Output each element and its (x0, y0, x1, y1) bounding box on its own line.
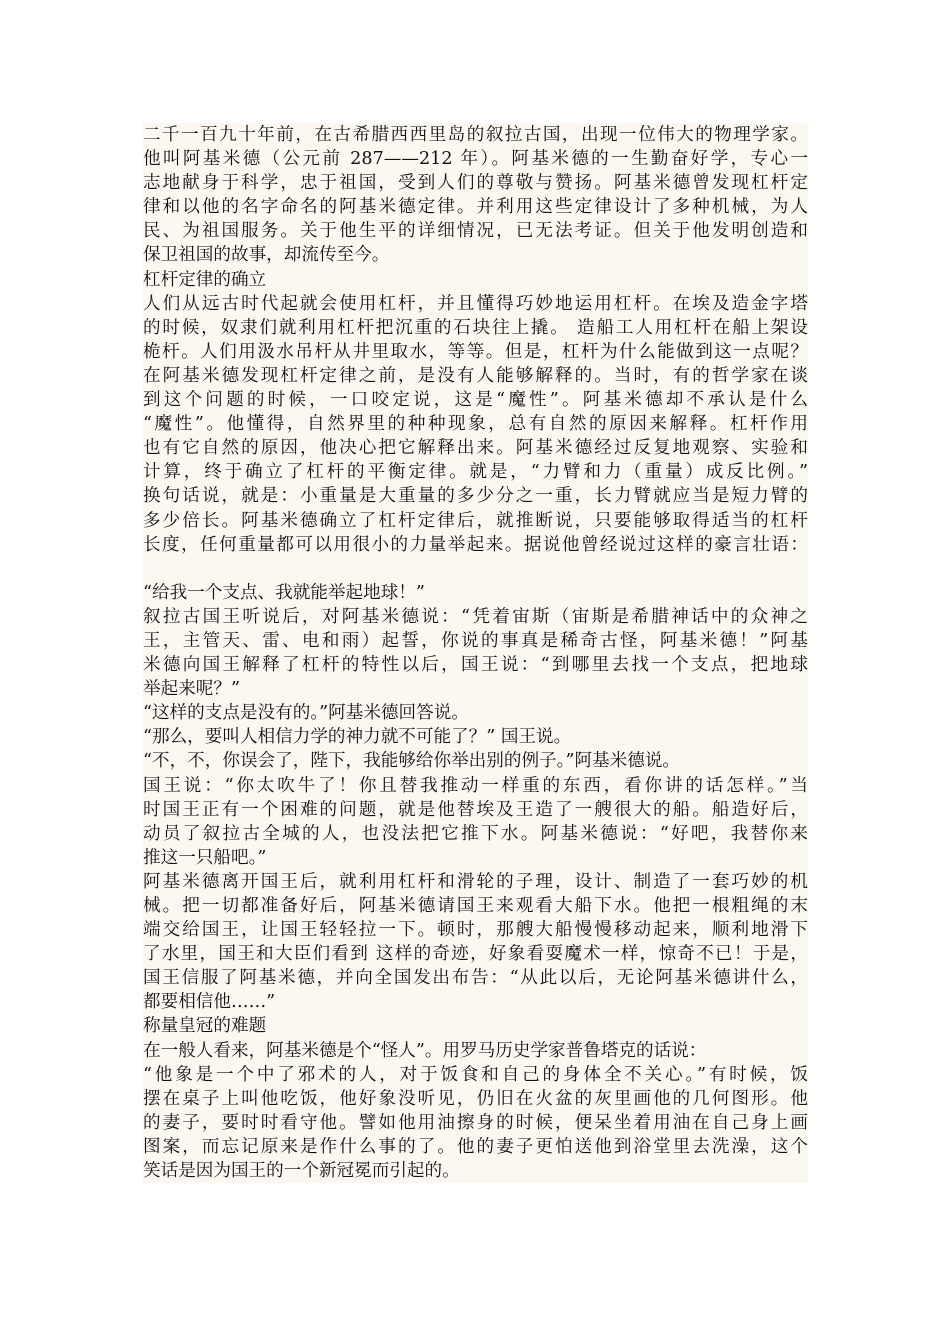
text-line: 也有它自然的原因，他决心把它解释出来。阿基米德经过反复地观察、实验和 (143, 438, 808, 459)
text-line: 的妻子，要时时看守他。譬如他用油擦身的时候，便呆坐着用油在自己身上画 (143, 1112, 808, 1133)
text-line: 计算，终于确立了杠杆的平衡定律。就是，“力臂和力（重量）成反比例。” (143, 462, 808, 483)
text-line: 民、为祖国服务。关于他生平的详细情况，已无法考证。但关于他发明创造和 (143, 221, 808, 242)
text-line: 动员了叙拉古全城的人，也没法把它推下水。阿基米德说：“好吧，我替你来 (143, 823, 808, 844)
text-line: 图案，而忘记原来是作什么事的了。他的妻子更怕送他到浴堂里去洗澡，这个 (143, 1136, 808, 1157)
text-line: 二千一百九十年前，在古希腊西西里岛的叙拉古国，出现一位伟大的物理学家。 (143, 125, 808, 145)
text-line: “魔性”。他懂得，自然界里的种种现象，总有自然的原因来解释。杠杆作用 (143, 414, 808, 435)
text-line: 米德向国王解释了杠杆的特性以后，国王说：“到哪里去找一个支点，把地球 (143, 655, 808, 676)
document-body (143, 123, 808, 1183)
text-line: 举起来呢？” (143, 679, 240, 700)
text-line: “那么，要叫人相信力学的神力就不可能了？” 国王说。 (143, 727, 572, 748)
text-line: 保卫祖国的故事，却流传至今。 (143, 245, 390, 266)
text-line: 称量皇冠的难题 (143, 1016, 267, 1037)
text-line: 摆在桌子上叫他吃饭，他好象没听见，仍旧在火盆的灰里画他的几何图形。他 (143, 1088, 808, 1109)
text-line: 笑话是因为国王的一个新冠冕而引起的。 (143, 1161, 460, 1182)
text-line: 多少倍长。阿基米德确立了杠杆定律后，就推断说，只要能够取得适当的杠杆 (143, 510, 808, 531)
text-line: 国王信服了阿基米德，并向全国发出布告：“从此以后，无论阿基米德讲什么， (143, 968, 808, 989)
text-line: “他象是一个中了邪术的人，对于饭食和自己的身体全不关心。”有时候，饭 (143, 1064, 808, 1085)
text-line: 志地献身于科学，忠于祖国，受到人们的尊敬与赞扬。阿基米德曾发现杠杆定 (143, 173, 808, 194)
blank-line (143, 557, 808, 581)
text-line: 都要相信他……” (143, 992, 276, 1013)
text-line: 人们从远古时代起就会使用杠杆，并且懂得巧妙地运用杠杆。在埃及造金字塔 (143, 293, 808, 314)
text-line: 的时候，奴隶们就利用杠杆把沉重的石块往上撬。 造船工人用杠杆在船上架设 (143, 317, 808, 338)
text-line: “给我一个支点、我就能举起地球！” (143, 582, 425, 603)
text-line: 时国王正有一个困难的问题，就是他替埃及王造了一艘很大的船。船造好后， (143, 799, 808, 820)
text-line: 到这个问题的时候，一口咬定说，这是“魔性”。阿基米德却不承认是什么 (143, 390, 808, 411)
text-line: 国王说：“你太吹牛了！你且替我推动一样重的东西，看你讲的话怎样。”当 (143, 775, 808, 796)
text-line: 了水里，国王和大臣们看到 这样的奇迹，好象看耍魔术一样，惊奇不已！于是， (143, 944, 808, 965)
text-line: 在阿基米德发现杠杆定律之前，是没有人能够解释的。当时，有的哲学家在谈 (143, 365, 808, 386)
text-line: 阿基米德离开国王后，就利用杠杆和滑轮的子理，设计、制造了一套巧妙的机 (143, 871, 808, 892)
text-line: “不，不，你误会了，陛下，我能够给你举出别的例子。”阿基米德说。 (143, 751, 681, 772)
text-line: 桅杆。人们用汲水吊杆从井里取水，等等。但是，杠杆为什么能做到这一点呢？ (143, 341, 808, 362)
text-line: “这样的支点是没有的。”阿基米德回答说。 (143, 703, 469, 724)
text-line: 律和以他的名字命名的阿基米德定律。并利用这些定律设计了多种机械，为人 (143, 197, 808, 218)
text-line: 换句话说，就是：小重量是大重量的多少分之一重，长力臂就应当是短力臂的 (143, 486, 808, 507)
text-line: 王，主管天、雷、电和雨）起誓，你说的事真是稀奇古怪，阿基米德！”阿基 (143, 630, 808, 651)
text-line: 长度，任何重量都可以用很小的力量举起来。据说他曾经说过这样的豪言壮语： (143, 534, 808, 555)
text-line: 推这一只船吧。” (143, 847, 267, 868)
text-line: 杠杆定律的确立 (143, 269, 267, 290)
text-line: 叙拉古国王听说后，对阿基米德说：“凭着宙斯（宙斯是希腊神话中的众神之 (143, 606, 808, 627)
text-line: 他叫阿基米德（公元前 287——212 年）。阿基米德的一生勤奋好学，专心一 (143, 149, 808, 170)
text-line: 械。把一切都准备好后，阿基米德请国王来观看大船下水。他把一根粗绳的末 (143, 896, 808, 916)
text-line: 在一般人看来，阿基米德是个“怪人”。用罗马历史学家普鲁塔克的话说： (143, 1040, 707, 1061)
text-line: 端交给国王，让国王轻轻拉一下。顿时，那艘大船慢慢移动起来，顺利地滑下 (143, 920, 808, 941)
